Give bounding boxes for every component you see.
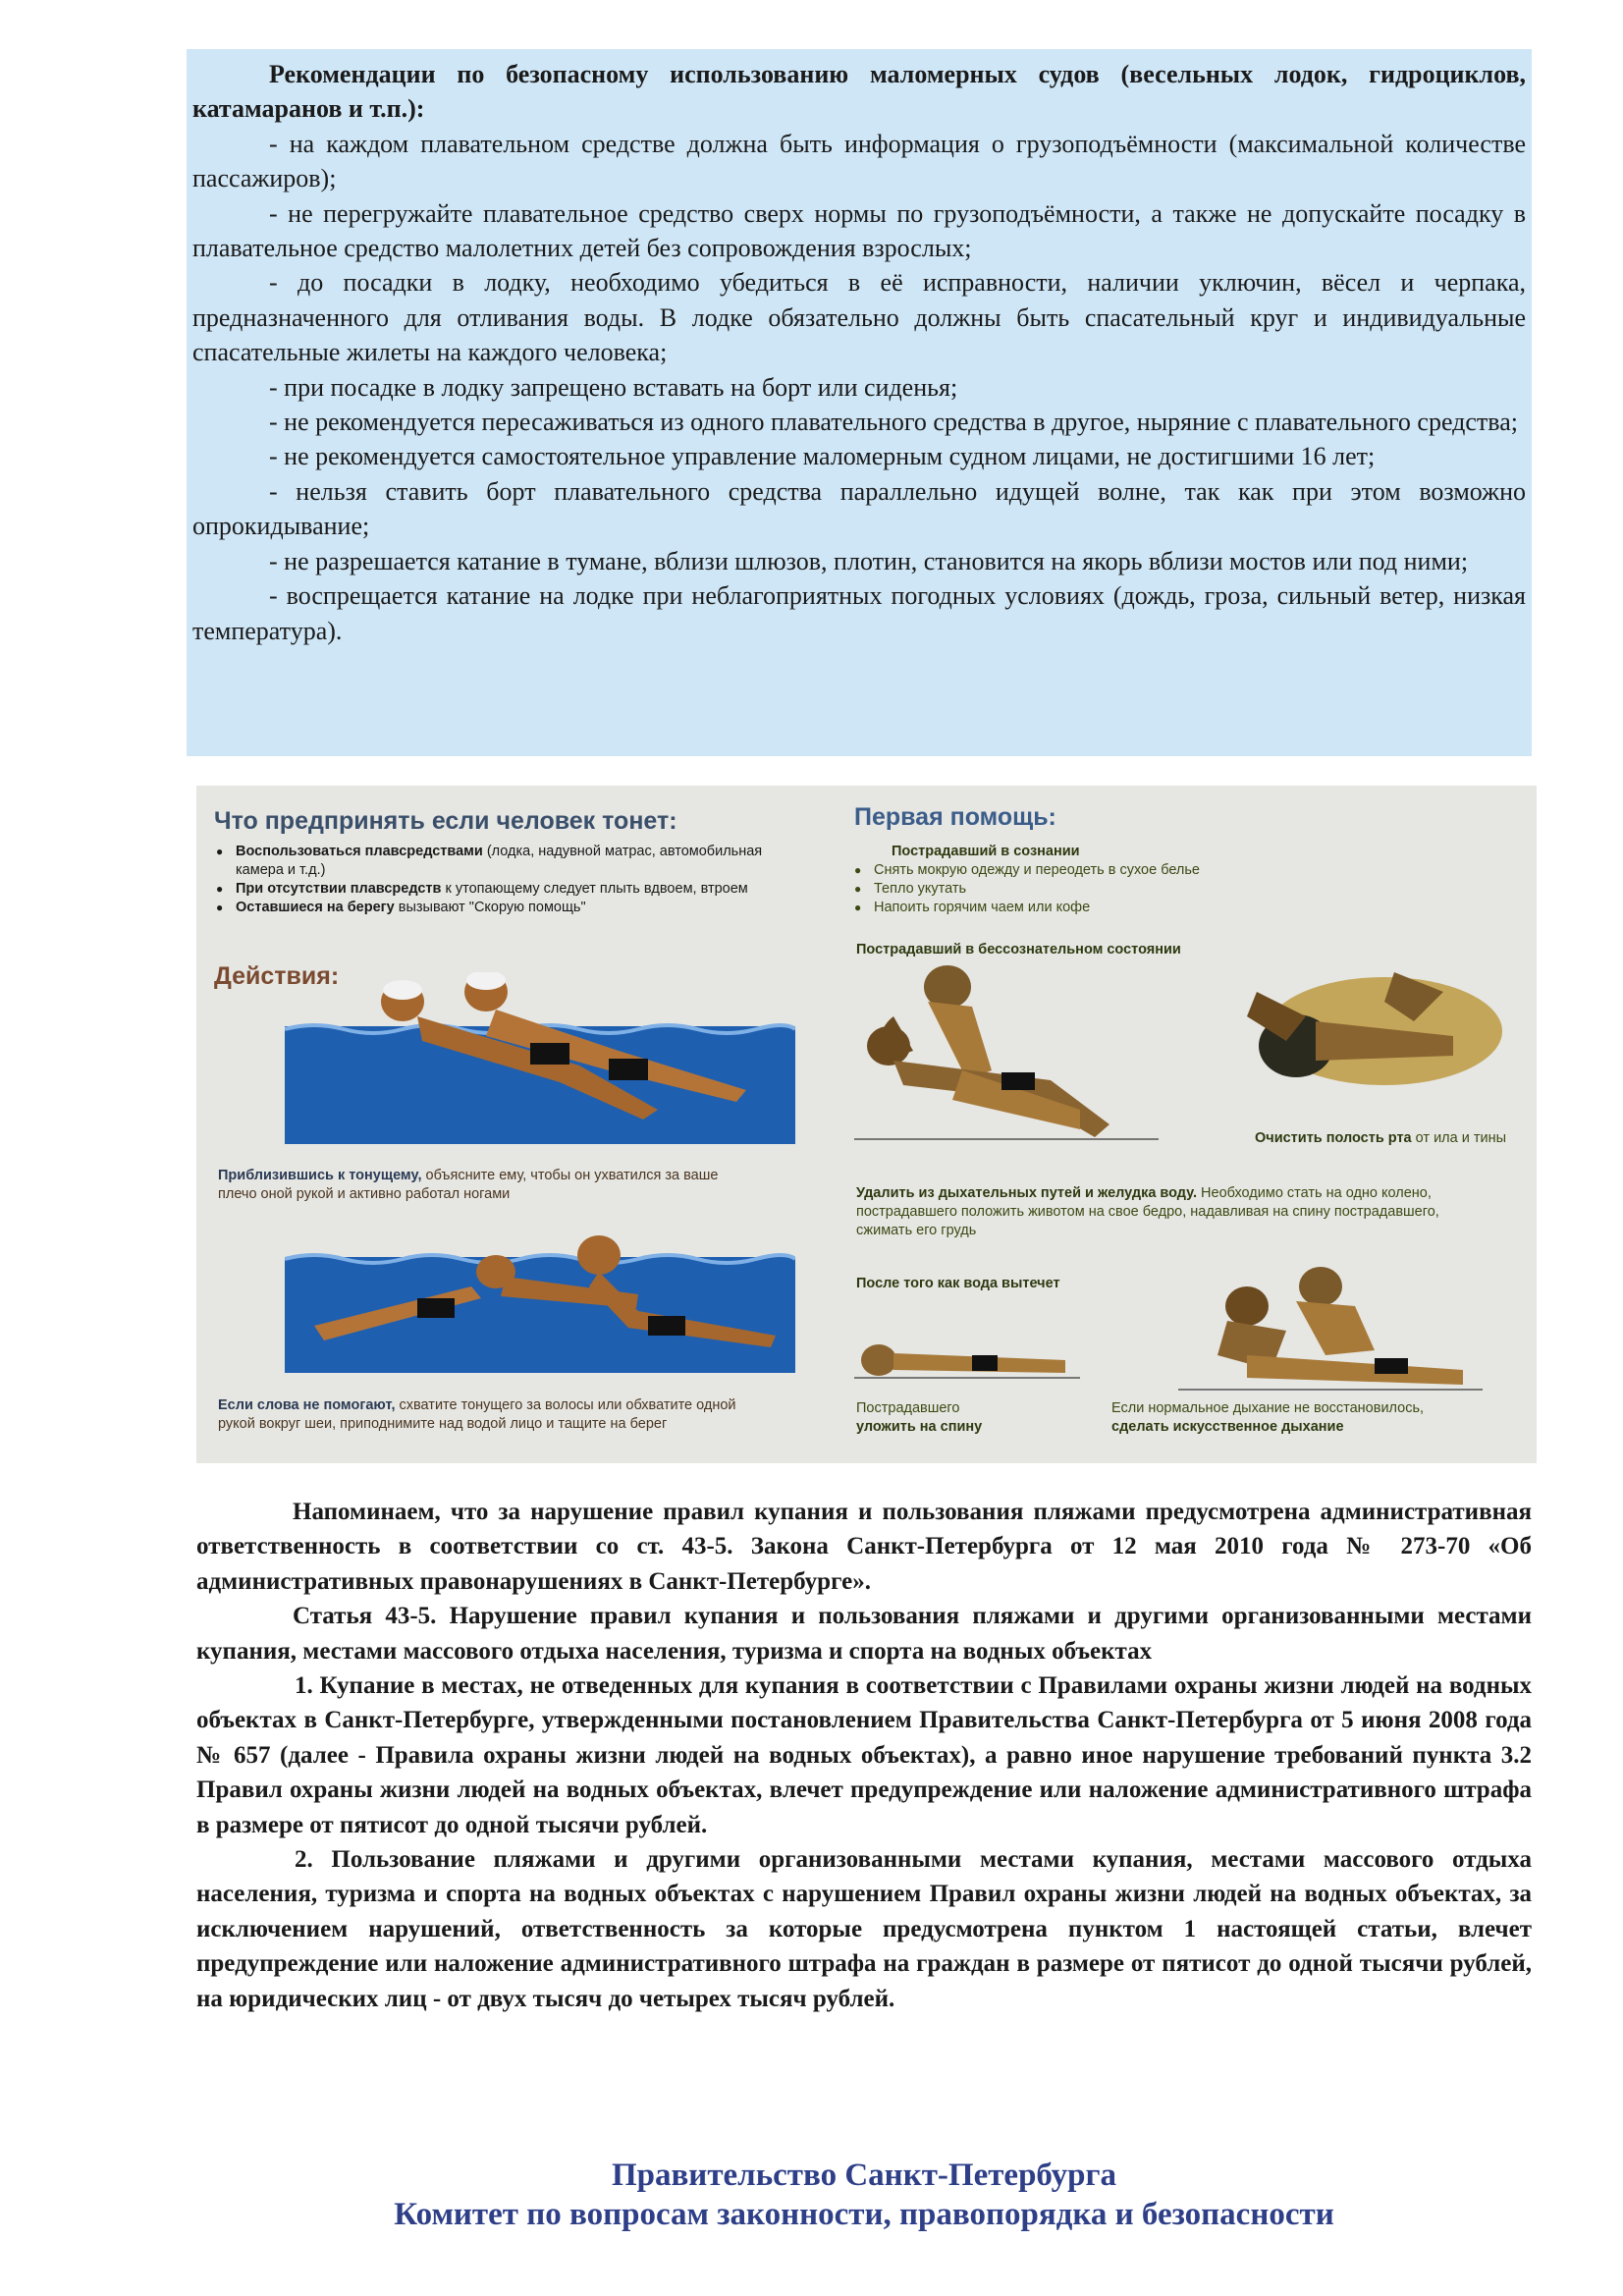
recommendations-box	[187, 49, 1532, 756]
list-item: Пострадавший в сознании	[892, 844, 1080, 859]
list-item: ● Напоить горячим чаем или кофе	[852, 899, 1500, 917]
recommendation-item: - не рекомендуется пересаживаться из одного плавательного средства в другое, ныряние с плавательного средства;	[269, 408, 1518, 437]
lay-back-illustration	[854, 1316, 1080, 1385]
drowning-bullets	[214, 843, 813, 917]
footer-signature	[196, 2156, 1532, 2234]
list-item: ● Тепло укутать	[852, 880, 1500, 899]
recommendation-item: - на каждом плавательном средстве должна быть информация о грузоподъёмности (максимальной количестве пассажиров);	[192, 129, 1526, 193]
recommendation-item: - не разрешается катание в тумане, вблизи шлюзов, плотин, становится на якорь вблизи мостов или под ними;	[269, 546, 1469, 575]
swim-tow-illustration	[285, 1218, 795, 1375]
conscious-list	[852, 843, 1500, 917]
cpr-illustration	[1178, 1262, 1483, 1399]
recommendation-item: - при посадке в лодку запрещено вставать на борт или сиденья;	[269, 372, 958, 402]
recommendation-item: - не рекомендуется самостоятельное управление маломерным судном лицами, не достигшими 16 лет;	[269, 442, 1376, 471]
cpr-caption: Если нормальное дыхание не восстановилось, сделать искусственное дыхание	[1111, 1400, 1425, 1435]
clear-mouth-illustration	[1217, 962, 1512, 1110]
recommendations-heading: Рекомендации по безопасному использованию маломерных судов (весельных лодок, гидроциклов, катамаранов и т.п.):	[192, 60, 1526, 124]
drowning-title: Что предпринять если человек тонет:	[214, 807, 677, 835]
recommendation-item: - нельзя ставить борт плавательного средства параллельно идущей волне, так как при этом возможно опрокидывание;	[192, 476, 1526, 541]
reminder-paragraph: Напоминаем, что за нарушение правил купания и пользования пляжами предусмотрена административная ответственность в соответствии со ст. 43-5. Закона Санкт-Петербурга от 12 мая 2010 года № 273-70 «Об административных правонарушениях в Санкт-Петербурге».	[196, 1499, 1532, 1595]
tow-caption: Если слова не помогают, схватите тонущего за волосы или обхватите одной рукой вокруг шеи, приподнимите над водой лицо и тащите на берег	[218, 1397, 736, 1432]
point-2-paragraph: 2. Пользование пляжами и другими организованными местами купания, местами массового отдыха населения, туризма и спорта на водных объектах с нарушением Правил охраны жизни людей на водных объектах, за исключением нарушений, ответственность за которые предусмотрена пунктом 1 настоящей статьи, влечет предупреждение или наложение административного штрафа на граждан в размере от пятисот до одной тысячи рублей, на юридических лиц - от двух тысяч до четырех тысяч рублей.	[196, 1846, 1532, 2012]
point-1-paragraph: 1. Купание в местах, не отведенных для купания в соответствии с Правилами охраны жизни людей на водных объектах в Санкт-Петербурге, утвержденными постановлением Правительства Санкт-Петербурга от 5 июня 2008 года № 657 (далее - Правила охраны жизни людей на водных объектах), а равно иное нарушение требований пункта 3.2 Правил охраны жизни людей на водных объектах, влечет предупреждение или наложение административного штрафа в размере от пятисот до одной тысячи рублей.	[196, 1672, 1532, 1838]
list-item: ● Снять мокрую одежду и переодеть в сухое белье	[852, 861, 1500, 880]
article-paragraph: Статья 43-5. Нарушение правил купания и пользования пляжами и другими организованными местами купания, местами массового отдыха населения, туризма и спорта на водных объектах	[196, 1603, 1532, 1665]
rescue-infographic	[196, 786, 1537, 1463]
lay-back-caption: Пострадавшего уложить на спину	[856, 1400, 983, 1435]
swim-approach-illustration	[285, 972, 795, 1149]
footer-government: Правительство Санкт-Петербурга	[611, 2158, 1117, 2193]
actions-title: Действия:	[214, 962, 340, 990]
recommendation-item: - до посадки в лодку, необходимо убедиться в её исправности, наличии уключин, вёсел и черпака, предназначенного для отливания воды. В лодке обязательно должны быть спасательный круг и индивидуальные спасательные жилеты на каждого человека;	[192, 268, 1526, 367]
list-item: ● Воспользоваться плавсредствами (лодка, надувной матрас, автомобильная камера и т.д.)	[214, 843, 813, 880]
recommendation-item: - воспрещается катание на лодке при неблагоприятных погодных условиях (дождь, гроза, сильный ветер, низкая температура).	[192, 581, 1526, 645]
drain-water-caption: Удалить из дыхательных путей и желудка воду. Необходимо стать на одно колено, пострадавшего положить животом на свое бедро, надавливая на спину пострадавшего, сжимать его грудь	[856, 1185, 1439, 1238]
approach-caption: Приблизившись к тонущему, объясните ему, чтобы он ухватился за ваше плечо оной рукой и активно работал ногами	[218, 1168, 719, 1202]
list-item: ● При отсутствии плавсредств к утопающему следует плыть вдвоем, втроем	[214, 880, 813, 899]
footer-committee: Комитет по вопросам законности, правопорядка и безопасности	[394, 2197, 1334, 2232]
after-water-caption: После того как вода вытечет	[856, 1276, 1060, 1291]
drain-water-illustration	[854, 962, 1159, 1159]
recommendation-item: - не перегружайте плавательное средство сверх нормы по грузоподъёмности, а также не допускайте посадку в плавательное средство малолетних детей без сопровождения взрослых;	[192, 198, 1526, 263]
clear-mouth-caption: Очистить полость рта от ила и тины	[1255, 1130, 1507, 1146]
unconscious-title: Пострадавший в бессознательном состоянии	[856, 942, 1181, 957]
legal-text	[196, 1495, 1532, 2016]
list-item: ● Оставшиеся на берегу вызывают "Скорую помощь"	[214, 899, 813, 917]
first-aid-title: Первая помощь:	[854, 803, 1056, 831]
